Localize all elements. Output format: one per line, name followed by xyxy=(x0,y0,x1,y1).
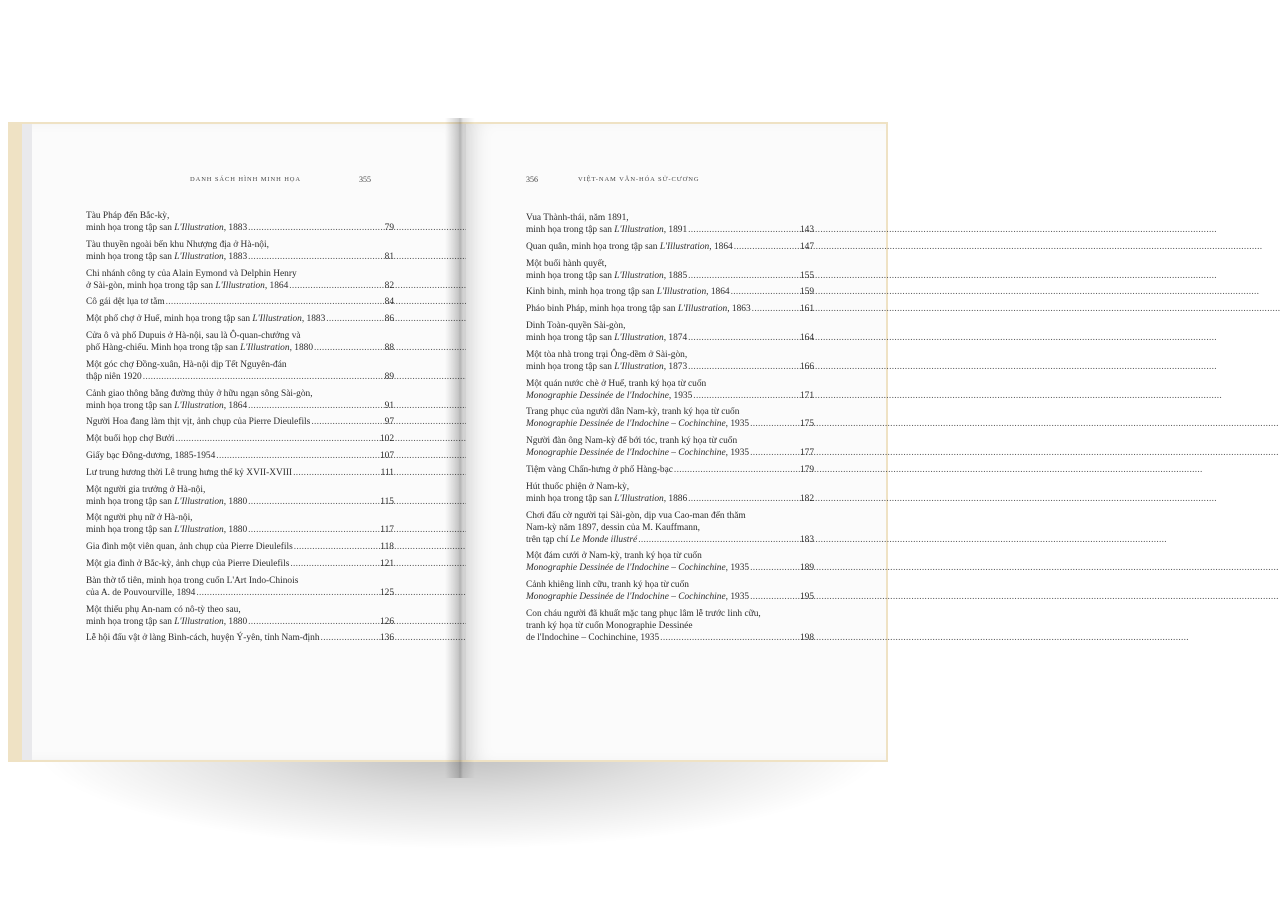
entry-text-line: Một tòa nhà trong trại Ông-dềm ở Sài-gòn, xyxy=(526,349,688,360)
entry-text-line: Con cháu người đã khuất mặc tang phục lâm lễ trước linh cữu, xyxy=(526,608,761,619)
entry-page-number: 136 xyxy=(379,633,394,644)
entry-page-number: 147 xyxy=(799,241,814,252)
entry-italic-title: L'Illustration xyxy=(659,241,710,252)
entry-italic-title: L'Illustration xyxy=(215,280,265,291)
toc-entry xyxy=(86,484,394,508)
entry-italic-title: L'Illustration xyxy=(614,270,664,281)
illustration-list-right xyxy=(526,212,814,649)
entry-page-number: 97 xyxy=(384,417,394,428)
dot-leader xyxy=(326,313,382,325)
toc-entry xyxy=(526,349,814,373)
entry-text-line: Cửa ô và phố Dupuis ở Hà-nội, sau là Ô-quan-chưởng và xyxy=(86,330,301,341)
running-head-right: VIỆT-NAM VĂN-HÓA SỬ-CƯƠNG xyxy=(578,176,700,183)
dot-leader xyxy=(166,296,383,308)
entry-text-line: tranh ký họa từ cuốn Monographie Dessinée xyxy=(526,620,693,631)
entry-italic-title: L'Illustration xyxy=(677,304,728,315)
entry-text: ở Sài-gòn, minh họa trong tập san xyxy=(86,280,216,291)
entry-title xyxy=(86,280,288,292)
entry-title xyxy=(86,558,289,570)
entry-title xyxy=(86,467,292,479)
dot-leader xyxy=(638,534,798,546)
entry-year: , 1864 xyxy=(709,241,733,252)
entry-text-line: Bàn thờ tổ tiên, minh họa trong cuốn L'Art Indo-Chinois xyxy=(86,575,299,586)
dot-leader xyxy=(294,541,379,553)
entry-year: , 1864 xyxy=(264,280,289,291)
entry-title xyxy=(526,591,749,603)
toc-entry xyxy=(86,296,394,308)
entry-page-number: 155 xyxy=(799,270,814,281)
entry-year: , 1864 xyxy=(706,287,730,298)
dot-leader xyxy=(248,616,378,628)
dot-leader xyxy=(750,591,798,603)
entry-text: Pháo binh Pháp, minh họa trong tập san xyxy=(526,304,678,315)
entry-last-line xyxy=(526,464,814,476)
entry-year: , 1935 xyxy=(668,390,693,401)
dot-leader xyxy=(688,332,798,344)
entry-title xyxy=(526,303,751,315)
left-page xyxy=(22,124,472,760)
entry-year: , 1935 xyxy=(725,592,750,603)
dot-leader xyxy=(293,467,379,479)
dot-leader xyxy=(731,286,798,298)
entry-italic-title: Monographie Dessinée de l'Indochine – Cochinchine xyxy=(526,592,726,603)
toc-entry xyxy=(86,604,394,628)
entry-title xyxy=(86,296,165,308)
toc-entry xyxy=(86,239,394,263)
dot-leader xyxy=(248,496,378,508)
entry-title xyxy=(526,332,687,344)
entry-text-line: Một quán nước chè ở Huế, tranh ký họa từ cuốn xyxy=(526,378,707,389)
entry-page-number: 84 xyxy=(384,297,394,308)
entry-text-line: Chi nhánh công ty của Alain Eymond và Delphin Henry xyxy=(86,268,297,279)
entry-last-line xyxy=(86,632,394,644)
entry-text-line: Chơi đấu cờ người tại Sài-gòn, dịp vua Cao-man đến thăm xyxy=(526,510,746,521)
entry-title xyxy=(526,270,687,282)
entry-text: minh họa trong tập san xyxy=(526,270,615,281)
entry-title xyxy=(86,400,247,412)
entry-text: minh họa trong tập san xyxy=(526,493,615,504)
entry-text: Lư trung hương thời Lê trung hưng thế kỷ XVII-XVIII xyxy=(86,467,293,478)
entry-text: Một gia đình ở Bắc-kỳ, ảnh chụp của Pierre Dieulefils xyxy=(86,558,290,569)
entry-text: Một buổi họp chợ Bưởi xyxy=(86,434,175,445)
toc-entry xyxy=(86,558,394,570)
toc-entry xyxy=(526,303,814,315)
entry-year: , 1880 xyxy=(289,342,313,353)
entry-year: , 1864 xyxy=(223,400,248,411)
entry-last-line xyxy=(526,224,814,236)
entry-italic-title: Monographie Dessinée de l'Indochine xyxy=(526,390,669,401)
toc-entry xyxy=(526,258,814,282)
entry-text: Kinh binh, minh họa trong tập san xyxy=(526,287,657,298)
entry-italic-title: Monographie Dessinée de l'Indochine – Cochinchine xyxy=(526,563,726,574)
entry-year: , 1891 xyxy=(663,225,688,235)
entry-italic-title: L'Illustration xyxy=(174,496,224,507)
entry-last-line xyxy=(86,616,394,628)
entry-title xyxy=(86,313,325,325)
entry-text-line: Tàu thuyền ngoài bến khu Nhượng địa ở Hà-nội, xyxy=(86,239,269,250)
entry-title xyxy=(86,342,313,354)
entry-page-number: 171 xyxy=(799,390,814,401)
entry-title xyxy=(526,493,687,505)
entry-italic-title: L'Illustration xyxy=(614,361,664,372)
entry-page-number: 89 xyxy=(384,371,394,382)
entry-italic-title: Monographie Dessinée de l'Indochine – Cochinchine xyxy=(526,419,726,430)
dot-leader xyxy=(248,400,382,412)
entry-title xyxy=(86,524,247,536)
toc-entry xyxy=(526,608,814,644)
toc-entry xyxy=(526,464,814,476)
entry-year: , 1880 xyxy=(223,496,248,507)
entry-last-line xyxy=(86,280,394,292)
entry-text: Người Hoa đang làm thịt vịt, ảnh chụp của Pierre Dieulefils xyxy=(86,417,311,428)
entry-page-number: 159 xyxy=(799,287,814,298)
entry-text: minh họa trong tập san xyxy=(86,616,175,627)
entry-text-line: Một thiếu phụ An-nam có nô-tỳ theo sau, xyxy=(86,604,241,615)
dot-leader xyxy=(750,562,798,574)
entry-last-line xyxy=(526,303,814,315)
entry-page-number: 177 xyxy=(799,448,814,459)
entry-last-line xyxy=(86,400,394,412)
entry-last-line xyxy=(526,390,814,402)
entry-page-number: 86 xyxy=(384,314,394,325)
entry-last-line xyxy=(86,296,394,308)
entry-text: minh họa trong tập san xyxy=(526,332,615,343)
dot-leader xyxy=(311,416,382,428)
entry-page-number: 91 xyxy=(384,400,394,411)
dot-leader xyxy=(752,303,798,315)
entry-text-line: Một người phụ nữ ở Hà-nội, xyxy=(86,513,193,524)
entry-page-number: 182 xyxy=(799,493,814,504)
entry-year: , 1885 xyxy=(663,270,688,281)
entry-italic-title: L'Illustration xyxy=(240,342,290,353)
entry-text: của A. de Pouvourville, 1894 xyxy=(86,587,196,598)
toc-entry xyxy=(526,406,814,430)
entry-text-line: Một buổi hành quyết, xyxy=(526,258,607,269)
entry-last-line xyxy=(86,251,394,263)
entry-year: , 1886 xyxy=(663,493,688,504)
entry-year: , 1880 xyxy=(223,525,248,536)
entry-year: , 1935 xyxy=(725,563,750,574)
entry-text-line: Một người gia trưởng ở Hà-nội, xyxy=(86,484,206,495)
entry-text: minh họa trong tập san xyxy=(86,400,175,411)
toc-entry xyxy=(86,313,394,325)
dot-leader xyxy=(688,493,798,505)
entry-page-number: 166 xyxy=(799,361,814,372)
entry-text: Gia đình một viên quan, ảnh chụp của Pierre Dieulefils xyxy=(86,542,293,553)
toc-entry xyxy=(86,330,394,354)
entry-last-line xyxy=(86,371,394,383)
entry-text-line: Một đám cưới ở Nam-kỳ, tranh ký họa từ cuốn xyxy=(526,551,702,562)
entry-last-line xyxy=(86,313,394,325)
entry-italic-title: L'Illustration xyxy=(656,287,707,298)
entry-last-line xyxy=(526,270,814,282)
entry-page-number: 102 xyxy=(379,434,394,445)
entry-year: , 1935 xyxy=(725,448,750,459)
entry-last-line xyxy=(526,286,814,298)
entry-last-line xyxy=(86,467,394,479)
dot-leader xyxy=(248,524,378,536)
dot-leader xyxy=(196,587,378,599)
entry-last-line xyxy=(526,418,814,430)
entry-italic-title: Monographie Dessinée de l'Indochine – Cochinchine xyxy=(526,448,726,459)
entry-title xyxy=(86,371,142,383)
entry-last-line xyxy=(86,496,394,508)
entry-title xyxy=(86,587,195,599)
entry-page-number: 121 xyxy=(379,558,394,569)
toc-entry xyxy=(86,575,394,599)
dot-leader xyxy=(248,222,382,234)
entry-last-line xyxy=(86,524,394,536)
toc-entry xyxy=(86,450,394,462)
entry-last-line xyxy=(86,433,394,445)
entry-last-line xyxy=(526,493,814,505)
entry-title xyxy=(86,251,247,263)
dot-leader xyxy=(693,390,798,402)
entry-text: minh họa trong tập san xyxy=(86,496,175,507)
entry-last-line xyxy=(526,591,814,603)
toc-entry xyxy=(526,320,814,344)
entry-page-number: 143 xyxy=(799,225,814,235)
entry-italic-title: L'Illustration xyxy=(614,493,664,504)
entry-title xyxy=(86,222,247,234)
entry-page-number: 179 xyxy=(799,464,814,475)
dot-leader xyxy=(734,241,798,253)
dot-leader xyxy=(289,280,382,292)
entry-text: minh họa trong tập san xyxy=(86,223,175,233)
entry-page-number: 117 xyxy=(380,525,394,536)
dot-leader xyxy=(216,450,378,462)
entry-title xyxy=(526,418,749,430)
entry-title xyxy=(526,464,673,476)
entry-year: , 1880 xyxy=(223,616,248,627)
entry-text: minh họa trong tập san xyxy=(86,525,175,536)
entry-page-number: 82 xyxy=(384,280,394,291)
entry-text: minh họa trong tập san xyxy=(86,251,175,262)
entry-page-number: 79 xyxy=(384,223,394,233)
entry-italic-title: L'Illustration xyxy=(252,314,302,325)
toc-entry xyxy=(86,632,394,644)
entry-text: minh họa trong tập san xyxy=(526,225,615,235)
entry-text-line: Tàu Pháp đến Bắc-kỳ, xyxy=(86,211,170,221)
dot-leader xyxy=(674,464,798,476)
entry-text-line: Hút thuốc phiện ở Nam-kỳ, xyxy=(526,481,630,492)
dot-leader xyxy=(175,433,378,445)
entry-title xyxy=(526,447,749,459)
entry-title xyxy=(526,361,687,373)
entry-title xyxy=(526,534,637,546)
entry-last-line xyxy=(86,416,394,428)
entry-title xyxy=(526,286,730,298)
entry-year: , 1873 xyxy=(663,361,688,372)
entry-title xyxy=(86,416,310,428)
toc-entry xyxy=(86,359,394,383)
entry-last-line xyxy=(86,558,394,570)
toc-entry xyxy=(526,550,814,574)
entry-year: , 1935 xyxy=(725,419,750,430)
toc-entry xyxy=(526,212,814,236)
entry-page-number: 88 xyxy=(384,342,394,353)
entry-last-line xyxy=(526,534,814,546)
entry-text-line: Vua Thành-thái, năm 1891, xyxy=(526,213,629,223)
entry-page-number: 125 xyxy=(379,587,394,598)
entry-italic-title: L'Illustration xyxy=(174,251,224,262)
entry-last-line xyxy=(86,587,394,599)
entry-title xyxy=(86,450,215,462)
entry-italic-title: L'Illustration xyxy=(174,223,224,233)
page-number-right: 356 xyxy=(526,175,538,184)
entry-page-number: 195 xyxy=(799,592,814,603)
entry-title xyxy=(526,241,733,253)
toc-entry xyxy=(86,512,394,536)
entry-last-line xyxy=(526,361,814,373)
dot-leader xyxy=(688,224,798,236)
dot-leader xyxy=(750,447,798,459)
entry-page-number: 161 xyxy=(799,304,814,315)
toc-entry xyxy=(86,433,394,445)
entry-title xyxy=(526,632,659,644)
toc-entry xyxy=(86,467,394,479)
entry-text-line: Trang phục của người dân Nam-kỳ, tranh ký họa từ cuốn xyxy=(526,407,740,418)
entry-page-number: 107 xyxy=(379,450,394,461)
entry-last-line xyxy=(526,562,814,574)
entry-text: trên tạp chí xyxy=(526,534,571,545)
entry-italic-title: L'Illustration xyxy=(174,616,224,627)
toc-entry xyxy=(526,481,814,505)
entry-text-line: Dinh Toàn-quyền Sài-gòn, xyxy=(526,320,626,331)
entry-title xyxy=(86,496,247,508)
entry-text: thập niên 1920 xyxy=(86,371,142,382)
toc-entry xyxy=(86,268,394,292)
toc-entry xyxy=(86,541,394,553)
entry-year: , 1874 xyxy=(663,332,688,343)
entry-text: phố Hàng-chiếu. Minh họa trong tập san xyxy=(86,342,241,353)
entry-year: , 1883 xyxy=(223,223,248,233)
dot-leader xyxy=(660,632,798,644)
dot-leader xyxy=(248,251,382,263)
entry-last-line xyxy=(86,541,394,553)
entry-italic-title: L'Illustration xyxy=(614,332,664,343)
entry-last-line xyxy=(526,332,814,344)
entry-italic-title: L'Illustration xyxy=(174,400,224,411)
entry-text: minh họa trong tập san xyxy=(526,361,615,372)
entry-page-number: 115 xyxy=(380,496,394,507)
entry-last-line xyxy=(86,222,394,234)
entry-title xyxy=(86,541,293,553)
entry-last-line xyxy=(86,342,394,354)
entry-page-number: 118 xyxy=(380,542,394,553)
entry-text: Lễ hội đấu vật ở làng Bình-cách, huyện Ý-yên, tỉnh Nam-định xyxy=(86,633,320,644)
entry-last-line xyxy=(86,450,394,462)
dot-leader xyxy=(750,418,798,430)
entry-text: de l'Indochine – Cochinchine, 1935 xyxy=(526,632,660,643)
entry-title xyxy=(86,632,320,644)
entry-text-line: Người đàn ông Nam-kỳ để bới tóc, tranh ký họa từ cuốn xyxy=(526,436,738,447)
toc-entry xyxy=(526,579,814,603)
toc-entry xyxy=(526,435,814,459)
entry-page-number: 189 xyxy=(799,563,814,574)
entry-year: , 1863 xyxy=(727,304,751,315)
entry-last-line xyxy=(526,241,814,253)
dot-leader xyxy=(688,270,798,282)
entry-page-number: 126 xyxy=(379,616,394,627)
entry-page-number: 175 xyxy=(799,419,814,430)
right-page xyxy=(466,124,886,760)
entry-year: , 1883 xyxy=(223,251,248,262)
entry-text: Giấy bạc Đông-dương, 1885-1954 xyxy=(86,450,216,461)
toc-entry xyxy=(526,510,814,546)
running-head-left: DANH SÁCH HÌNH MINH HỌA xyxy=(190,176,301,183)
entry-title xyxy=(526,562,749,574)
toc-entry xyxy=(86,210,394,234)
illustration-list-left xyxy=(86,210,394,649)
dot-leader xyxy=(321,632,378,644)
entry-title xyxy=(526,390,692,402)
entry-text: Cô gái dệt lụa tơ tằm xyxy=(86,297,165,308)
entry-italic-title: L'Illustration xyxy=(614,225,664,235)
page-number-left: 355 xyxy=(359,175,371,184)
entry-title xyxy=(526,224,687,236)
entry-page-number: 81 xyxy=(384,251,394,262)
entry-page-number: 164 xyxy=(799,332,814,343)
entry-text: Một phố chợ ở Huế, minh họa trong tập san xyxy=(86,314,253,325)
entry-last-line xyxy=(526,447,814,459)
dot-leader xyxy=(143,371,383,383)
toc-entry xyxy=(526,241,814,253)
entry-text-line: Một góc chợ Đồng-xuân, Hà-nội dịp Tết Nguyên-đán xyxy=(86,359,287,370)
entry-text: Tiệm vàng Chấn-hưng ở phố Hàng-bạc xyxy=(526,464,673,475)
entry-text-line: Cảnh giao thông bằng đường thủy ở hữu ngạn sông Sài-gòn, xyxy=(86,388,313,399)
entry-last-line xyxy=(526,632,814,644)
dot-leader xyxy=(290,558,378,570)
toc-entry xyxy=(526,286,814,298)
entry-italic-title: Le Monde illustré xyxy=(570,534,638,545)
entry-title xyxy=(86,433,174,445)
toc-entry xyxy=(86,388,394,412)
dot-leader xyxy=(314,342,383,354)
entry-text-line: Cảnh khiêng linh cữu, tranh ký họa từ cuốn xyxy=(526,580,689,591)
entry-text-line: Nam-kỳ năm 1897, dessin của M. Kauffmann, xyxy=(526,522,701,533)
toc-entry xyxy=(526,378,814,402)
entry-italic-title: L'Illustration xyxy=(174,525,224,536)
entry-page-number: 183 xyxy=(799,534,814,545)
dot-leader xyxy=(688,361,798,373)
toc-entry xyxy=(86,416,394,428)
entry-year: , 1883 xyxy=(301,314,326,325)
entry-page-number: 198 xyxy=(799,632,814,643)
entry-page-number: 111 xyxy=(380,467,394,478)
entry-title xyxy=(86,616,247,628)
entry-text: Quan quân, minh họa trong tập san xyxy=(526,241,660,252)
